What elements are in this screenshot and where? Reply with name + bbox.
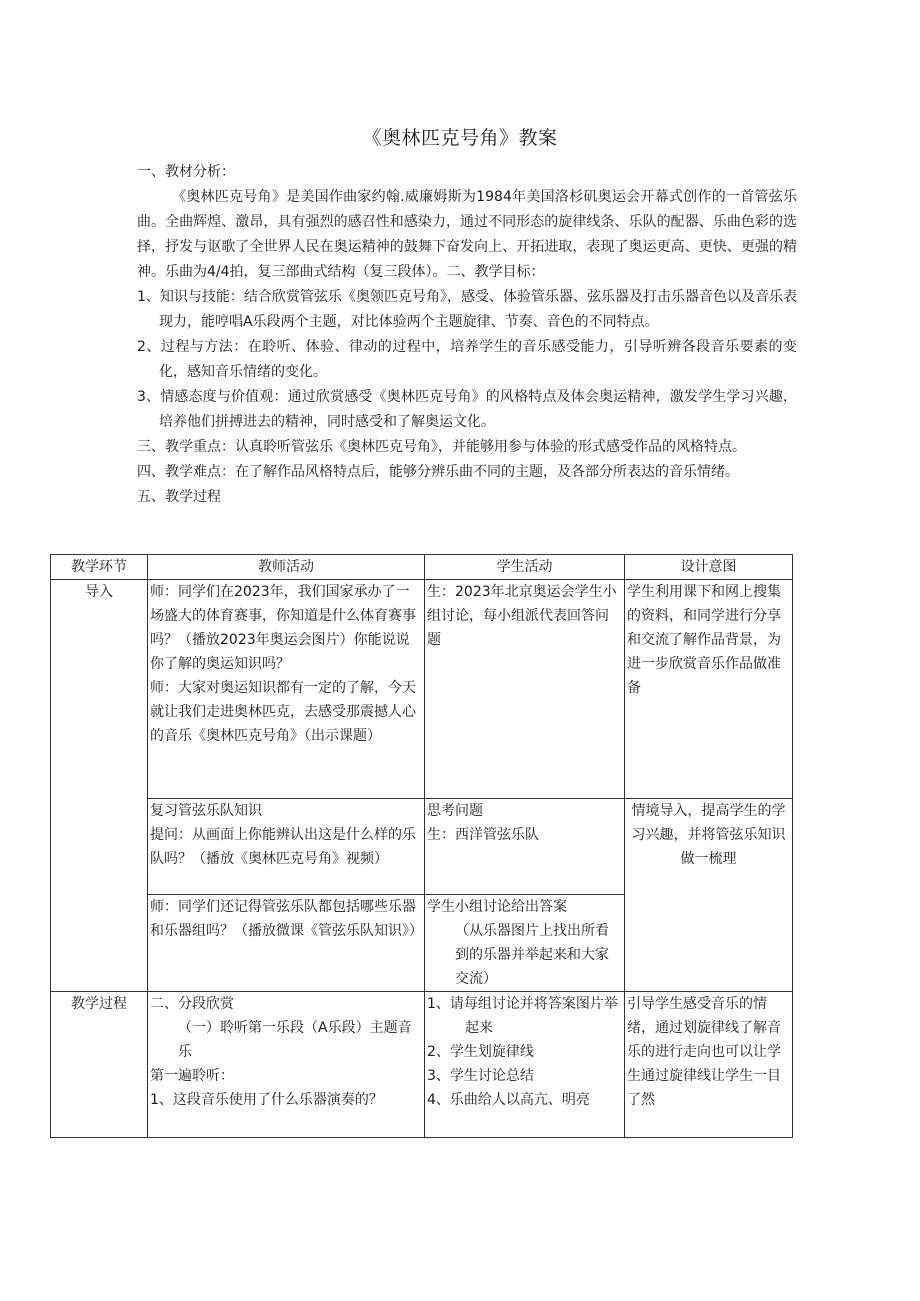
teacher-text: （一）聆听第一乐段（A乐段）主题音乐	[178, 1020, 412, 1060]
difficulty: 四、教学难点：在了解作品风格特点后，能够分辨乐曲不同的主题，及各部分所表达的音乐情绪。	[137, 464, 739, 480]
student-activity-cell	[425, 799, 625, 895]
header-intent: 设计意图	[625, 555, 793, 580]
goal-process: 2、过程与方法：在聆听、体验、律动的过程中，培养学生的音乐感受能力，引导听辨各段音乐要素的变化，感知音乐情绪的变化。	[137, 339, 797, 380]
teacher-text: 师：同学们还记得管弦乐队都包括哪些乐器和乐器组吗？（播放微课《管弦乐队知识》）	[150, 899, 423, 939]
student-text: 3、学生讨论总结	[427, 1068, 534, 1084]
student-activity-cell	[425, 895, 625, 992]
student-activity-cell	[425, 992, 625, 1138]
student-text: （从乐器图片上找出所看到的乐器并举起来和大家交流）	[455, 923, 609, 987]
design-intent-cell: 情境导入，提高学生的学习兴趣，并将管弦乐知识做一梳理	[625, 799, 793, 992]
student-text: 4、乐曲给人以高亢、明亮	[427, 1092, 590, 1108]
design-intent-cell: 引导学生感受音乐的情绪，通过划旋律线了解音乐的进行走向也可以让学生通过旋律线让学生一目了然	[625, 992, 793, 1138]
student-text: 2、学生划旋律线	[427, 1044, 534, 1060]
teacher-text: 复习管弦乐队知识	[150, 803, 262, 819]
design-intent-cell: 学生利用课下和网上搜集的资料，和同学进行分享和交流了解作品背景，为进一步欣赏音乐作品做准备	[625, 580, 793, 799]
table-row	[51, 799, 793, 895]
table-row	[51, 992, 793, 1138]
table-header-row	[51, 555, 793, 580]
student-text: 1、请每组讨论并将答案图片举起来	[427, 996, 618, 1036]
analysis-paragraph: 《奥林匹克号角》是美国作曲家约翰.威廉姆斯为1984年美国洛杉矶奥运会开幕式创作的一首管弦乐曲。全曲辉煌、激昂，具有强烈的感召性和感染力，通过不同形态的旋律线条、乐队的配器、乐曲色彩的选择，抒发与讴歌了全世界人民在奥运精神的鼓舞下奋发向上、开拓进取，表现了奥运更高、更快、更强的精神。乐曲为4/4拍，复三部曲式结构（复三段体）。二、教学目标：	[137, 189, 797, 280]
teacher-text: 提问：从画面上你能辨认出这是什么样的乐队吗？（播放《奥林匹克号角》视频）	[150, 827, 416, 867]
key-point: 三、教学重点：认真聆听管弦乐《奥林匹克号角》，并能够用参与体验的形式感受作品的风格特点。	[137, 439, 746, 455]
header-stage: 教学环节	[51, 555, 148, 580]
teacher-activity-cell	[148, 580, 425, 799]
student-text: 思考问题	[427, 803, 483, 819]
teacher-activity-cell	[148, 895, 425, 992]
goal-knowledge: 1、知识与技能：结合欣赏管弦乐《奥领匹克号角》，感受、体验管乐器、弦乐器及打击乐器音色以及音乐表现力，能哼唱A乐段两个主题，对比体验两个主题旋律、节奏、音色的不同特点。	[137, 289, 797, 330]
teacher-text: 师：大家对奥运知识都有一定的了解，今天就让我们走进奥林匹克，去感受那震撼人心的音乐《奥林匹克号角》（出示课题）	[150, 680, 416, 744]
teacher-activity-cell	[148, 992, 425, 1138]
teacher-text: 师：同学们在2023年，我们国家承办了一场盛大的体育赛事，你知道是什么体育赛事吗？（播放2023年奥运会图片）你能说说你了解的奥运知识吗？	[150, 584, 416, 672]
goal-attitude: 3、情感态度与价值观：通过欣赏感受《奥林匹克号角》的风格特点及体会奥运精神，激发学生学习兴趣，培养他们拼搏进去的精神，同时感受和了解奥运文化。	[137, 389, 797, 430]
process-heading: 五、教学过程	[137, 489, 221, 505]
student-text: 生：西洋管弦乐队	[427, 827, 539, 843]
teacher-text: 1、这段音乐使用了什么乐器演奏的？	[150, 1092, 383, 1108]
teacher-activity-cell	[148, 799, 425, 895]
teacher-text: 二、分段欣赏	[150, 996, 234, 1012]
header-student: 学生活动	[425, 555, 625, 580]
document-body	[137, 160, 797, 510]
student-text: 学生小组讨论给出答案	[427, 899, 567, 915]
table-row	[51, 580, 793, 799]
lesson-table	[50, 554, 793, 1138]
teacher-text: 第一遍聆听：	[150, 1068, 234, 1084]
header-teacher: 教师活动	[148, 555, 425, 580]
student-activity-cell: 生：2023年北京奥运会学生小组讨论，每小组派代表回答问题	[425, 580, 625, 799]
section-heading-analysis: 一、教材分析：	[137, 164, 235, 180]
stage-intro: 导入	[51, 580, 148, 992]
document-title: 《奥林匹克号角》教案	[362, 127, 558, 149]
stage-teaching-process: 教学过程	[51, 992, 148, 1138]
